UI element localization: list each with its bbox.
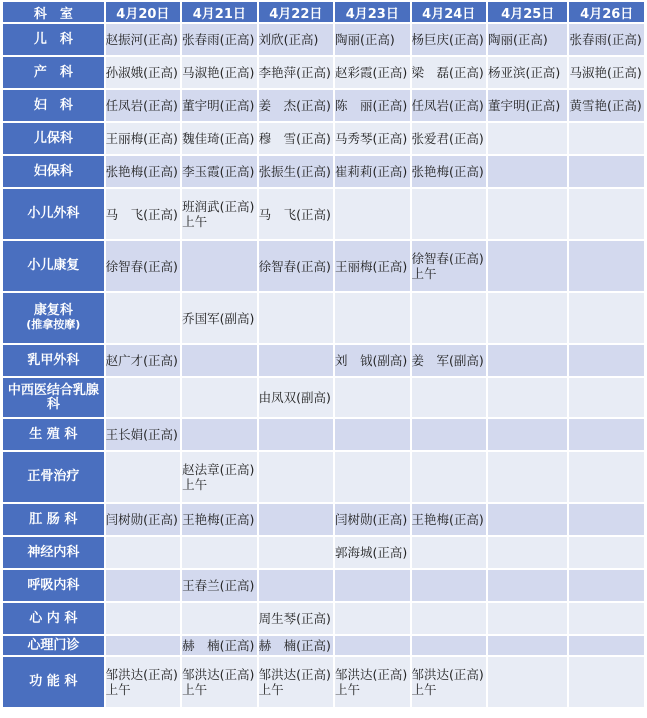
doctor-name: 陶丽(正高) [335,32,395,47]
session-note: 上午 [105,682,131,697]
dept-name-line: 生 殖 科 [29,426,78,442]
schedule-cell [569,57,644,88]
doctor-name: 王长娟(正高) [105,427,178,442]
doctor-name: 陶丽(正高) [487,32,548,47]
schedule-cell [106,241,180,291]
schedule-cell [488,24,568,55]
dept-name [3,293,104,343]
schedule-cell [106,24,180,55]
schedule-cell [335,57,409,88]
schedule-cell [412,636,486,655]
schedule-cell [335,293,409,343]
table-row [3,156,644,187]
dept-name [3,345,104,376]
schedule-cell [569,24,644,55]
schedule-cell [182,378,256,417]
doctor-name: 乔国军(副高) [182,310,255,326]
schedule-cell [182,156,256,187]
header-date: 4月25日 [488,2,568,22]
session-note: 上午 [258,682,284,697]
dept-name [3,123,104,154]
dept-name [3,57,104,88]
doctor-name: 赵振河(正高) [105,32,178,47]
dept-name [3,537,104,568]
schedule-cell [106,419,180,450]
dept-name-line: 中西医结合乳腺科 [7,382,99,412]
schedule-cell [412,537,486,568]
schedule-cell [182,419,256,450]
schedule-cell [412,378,486,417]
schedule-cell [106,57,180,88]
schedule-cell [182,452,256,502]
schedule-cell [412,293,486,343]
session-note: 上午 [182,214,208,229]
schedule-cell [335,537,409,568]
schedule-cell [106,504,180,535]
schedule-cell [182,570,256,601]
session-note: 上午 [411,682,437,697]
doctor-name: 徐智春(正高) [258,258,331,274]
schedule-cell [259,452,333,502]
doctor-name: 赵法章(正高) [182,462,255,477]
schedule-cell [182,24,256,55]
schedule-cell [182,657,256,707]
schedule-cell [259,636,333,655]
schedule-cell [182,537,256,568]
doctor-name: 王艳梅(正高) [182,512,255,527]
doctor-name: 赵彩霞(正高) [335,65,408,80]
doctor-name: 徐智春(正高) [411,251,484,266]
schedule-cell [182,57,256,88]
schedule-cell [106,156,180,187]
dept-name-line: 小儿外科 [27,206,80,221]
dept-name [3,657,104,707]
doctor-name: 张爱君(正高) [411,131,484,146]
doctor-name: 邹洪达(正高) [258,667,331,682]
schedule-cell [488,345,568,376]
doctor-name: 徐智春(正高) [105,258,178,274]
schedule-cell [259,570,333,601]
schedule-cell [488,570,568,601]
schedule-cell [335,504,409,535]
schedule-cell [569,570,644,601]
table-row [3,419,644,450]
doctor-name: 邹洪达(正高) [105,667,178,682]
doctor-name: 王春兰(正高) [182,578,255,593]
dept-name-line: 呼吸内科 [27,577,80,593]
schedule-cell [106,378,180,417]
schedule-cell [569,189,644,239]
schedule-cell [259,378,333,417]
doctor-name: 赵广才(正高) [105,353,178,368]
dept-name-line: 乳甲外科 [27,352,80,368]
table-row [3,636,644,655]
dept-name [3,603,104,634]
doctor-name: 任凤岩(正高) [411,98,484,113]
header-date: 4月21日 [182,2,256,22]
doctor-name: 穆 雪(正高) [258,131,331,146]
schedule-cell [335,452,409,502]
dept-name [3,378,104,417]
doctor-name: 赫 楠(正高) [182,638,255,653]
dept-name-line: 儿保科 [33,130,73,146]
schedule-cell [182,293,256,343]
dept-name-line: 功 能 科 [29,674,78,689]
doctor-name: 马秀琴(正高) [335,131,408,146]
header-dept: 科 室 [3,2,104,22]
schedule-cell [259,24,333,55]
doctor-name: 姜 军(副高) [411,353,484,368]
schedule-cell [335,378,409,417]
table-row [3,452,644,502]
schedule-cell [335,345,409,376]
table-row [3,293,644,343]
schedule-cell [569,378,644,417]
schedule-cell [569,504,644,535]
doctor-name: 马淑艳(正高) [182,65,255,80]
schedule-cell [259,123,333,154]
schedule-cell [259,537,333,568]
doctor-name: 杨亚滨(正高) [487,65,561,80]
session-note: 上午 [335,682,361,697]
schedule-cell [569,345,644,376]
schedule-body [3,24,644,707]
dept-name-line: 心理门诊 [27,637,80,653]
dept-name-line: 小儿康复 [27,258,80,273]
table-row [3,241,644,291]
schedule-cell [488,603,568,634]
schedule-cell [569,657,644,707]
doctor-name: 邹洪达(正高) [182,667,255,682]
schedule-cell [488,241,568,291]
doctor-name: 邹洪达(正高) [335,667,408,682]
schedule-cell [488,378,568,417]
schedule-cell [569,537,644,568]
schedule-cell [412,570,486,601]
schedule-cell [182,123,256,154]
doctor-name: 张艳梅(正高) [105,164,178,179]
doctor-name: 董宇明(正高) [182,98,255,113]
dept-name [3,189,104,239]
schedule-cell [412,189,486,239]
doctor-name: 李艳萍(正高) [258,65,331,80]
doctor-name: 马 飞(正高) [105,206,178,222]
schedule-cell [182,189,256,239]
doctor-name: 马淑艳(正高) [569,65,642,80]
schedule-cell [488,123,568,154]
doctor-name: 任凤岩(正高) [105,98,178,113]
doctor-name: 王丽梅(正高) [335,258,408,274]
schedule-cell [106,657,180,707]
dept-name-line: 正骨治疗 [27,469,80,484]
schedule-cell [412,90,486,121]
schedule-cell [488,452,568,502]
doctor-name: 张振生(正高) [258,164,331,179]
dept-name-line: 心 内 科 [29,610,78,626]
doctor-name: 周生琴(正高) [258,611,331,626]
schedule-cell [106,452,180,502]
table-row [3,24,644,55]
schedule-cell [259,419,333,450]
doctor-name: 张春雨(正高) [182,32,255,47]
schedule-cell [335,603,409,634]
dept-name [3,504,104,535]
schedule-cell [335,241,409,291]
doctor-name: 马 飞(正高) [258,206,331,222]
schedule-cell [412,123,486,154]
schedule-cell [412,241,486,291]
schedule-cell [488,419,568,450]
schedule-cell [335,123,409,154]
schedule-cell [488,57,568,88]
doctor-name: 班润武(正高) [182,199,255,214]
table-row [3,537,644,568]
dept-name [3,636,104,655]
schedule-cell [259,156,333,187]
schedule-cell [412,603,486,634]
schedule-cell [106,90,180,121]
doctor-name: 王丽梅(正高) [105,131,178,146]
schedule-cell [182,90,256,121]
schedule-cell [106,636,180,655]
table-row [3,345,644,376]
doctor-name: 梁 磊(正高) [411,65,484,80]
session-note: 上午 [182,682,208,697]
schedule-cell [259,90,333,121]
schedule-cell [569,90,644,121]
schedule-cell [335,189,409,239]
schedule-cell [569,293,644,343]
schedule-cell [259,603,333,634]
dept-name-line: 儿 科 [33,31,73,47]
schedule-cell [569,603,644,634]
doctor-name: 闫树勋(正高) [335,512,408,527]
schedule-cell [335,90,409,121]
doctor-name: 赫 楠(正高) [258,638,331,653]
schedule-cell [182,636,256,655]
schedule-cell [569,156,644,187]
doctor-name: 刘 钺(副高) [335,353,408,368]
schedule-cell [569,452,644,502]
doctor-name: 邹洪达(正高) [411,667,484,682]
schedule-cell [488,504,568,535]
doctor-name: 崔莉莉(正高) [335,164,408,179]
doctor-name: 陈 丽(正高) [335,98,408,113]
schedule-cell [412,657,486,707]
dept-name-line: (推拿按摩) [26,318,81,331]
table-row [3,189,644,239]
header-date: 4月20日 [106,2,180,22]
doctor-name: 张春雨(正高) [569,32,642,47]
schedule-cell [335,24,409,55]
schedule-cell [259,657,333,707]
dept-name [3,90,104,121]
doctor-name: 黄雪艳(正高) [569,98,642,113]
dept-name-line: 肛 肠 科 [29,511,78,527]
schedule-cell [106,603,180,634]
dept-name [3,570,104,601]
doctor-name: 李玉霞(正高) [182,164,255,179]
doctor-name: 魏佳琦(正高) [182,131,255,146]
table-row [3,90,644,121]
clinic-schedule-table [1,0,646,709]
schedule-cell [412,156,486,187]
schedule-cell [259,241,333,291]
schedule-cell [335,570,409,601]
dept-name-line: 神经内科 [27,544,80,560]
schedule-cell [106,123,180,154]
table-row [3,123,644,154]
doctor-name: 闫树勋(正高) [105,512,178,527]
schedule-cell [106,345,180,376]
header-row [3,2,644,22]
table-row [3,570,644,601]
dept-name-line: 康复科 [33,303,73,318]
schedule-cell [259,504,333,535]
doctor-name: 由凤双(副高) [258,390,331,405]
schedule-cell [335,419,409,450]
dept-name [3,419,104,450]
dept-name-line: 妇保科 [33,163,73,179]
schedule-cell [569,241,644,291]
schedule-cell [569,419,644,450]
schedule-cell [259,293,333,343]
doctor-name: 刘欣(正高) [258,32,319,47]
session-note: 上午 [182,477,208,492]
table-row [3,504,644,535]
table-row [3,378,644,417]
schedule-cell [488,90,568,121]
doctor-name: 姜 杰(正高) [258,98,331,113]
schedule-cell [335,636,409,655]
schedule-cell [259,189,333,239]
schedule-cell [412,452,486,502]
schedule-cell [488,189,568,239]
schedule-cell [488,293,568,343]
schedule-cell [106,293,180,343]
header-date: 4月22日 [259,2,333,22]
header-date: 4月26日 [569,2,644,22]
schedule-cell [412,24,486,55]
schedule-cell [569,636,644,655]
schedule-cell [488,657,568,707]
schedule-cell [106,537,180,568]
schedule-cell [259,57,333,88]
table-row [3,657,644,707]
schedule-cell [106,570,180,601]
dept-name-line: 产 科 [33,64,73,80]
schedule-cell [488,156,568,187]
dept-name [3,24,104,55]
doctor-name: 孙淑娥(正高) [105,65,178,80]
dept-name [3,452,104,502]
schedule-cell [488,636,568,655]
header-date: 4月24日 [412,2,486,22]
header-date: 4月23日 [335,2,409,22]
schedule-cell [412,504,486,535]
schedule-cell [488,537,568,568]
schedule-cell [259,345,333,376]
schedule-cell [569,123,644,154]
schedule-cell [182,241,256,291]
doctor-name: 郭海城(正高) [335,545,408,560]
schedule-cell [182,603,256,634]
doctor-name: 杨巨庆(正高) [411,32,484,47]
table-row [3,603,644,634]
session-note: 上午 [411,266,437,281]
doctor-name: 张艳梅(正高) [411,164,484,179]
schedule-cell [106,189,180,239]
schedule-cell [182,345,256,376]
table-row [3,57,644,88]
dept-name [3,241,104,291]
schedule-cell [335,156,409,187]
doctor-name: 董宇明(正高) [487,98,561,113]
schedule-cell [182,504,256,535]
doctor-name: 王艳梅(正高) [411,512,484,527]
dept-name-line: 妇 科 [33,97,73,113]
dept-name [3,156,104,187]
schedule-cell [335,657,409,707]
schedule-cell [412,345,486,376]
schedule-cell [412,419,486,450]
schedule-cell [412,57,486,88]
